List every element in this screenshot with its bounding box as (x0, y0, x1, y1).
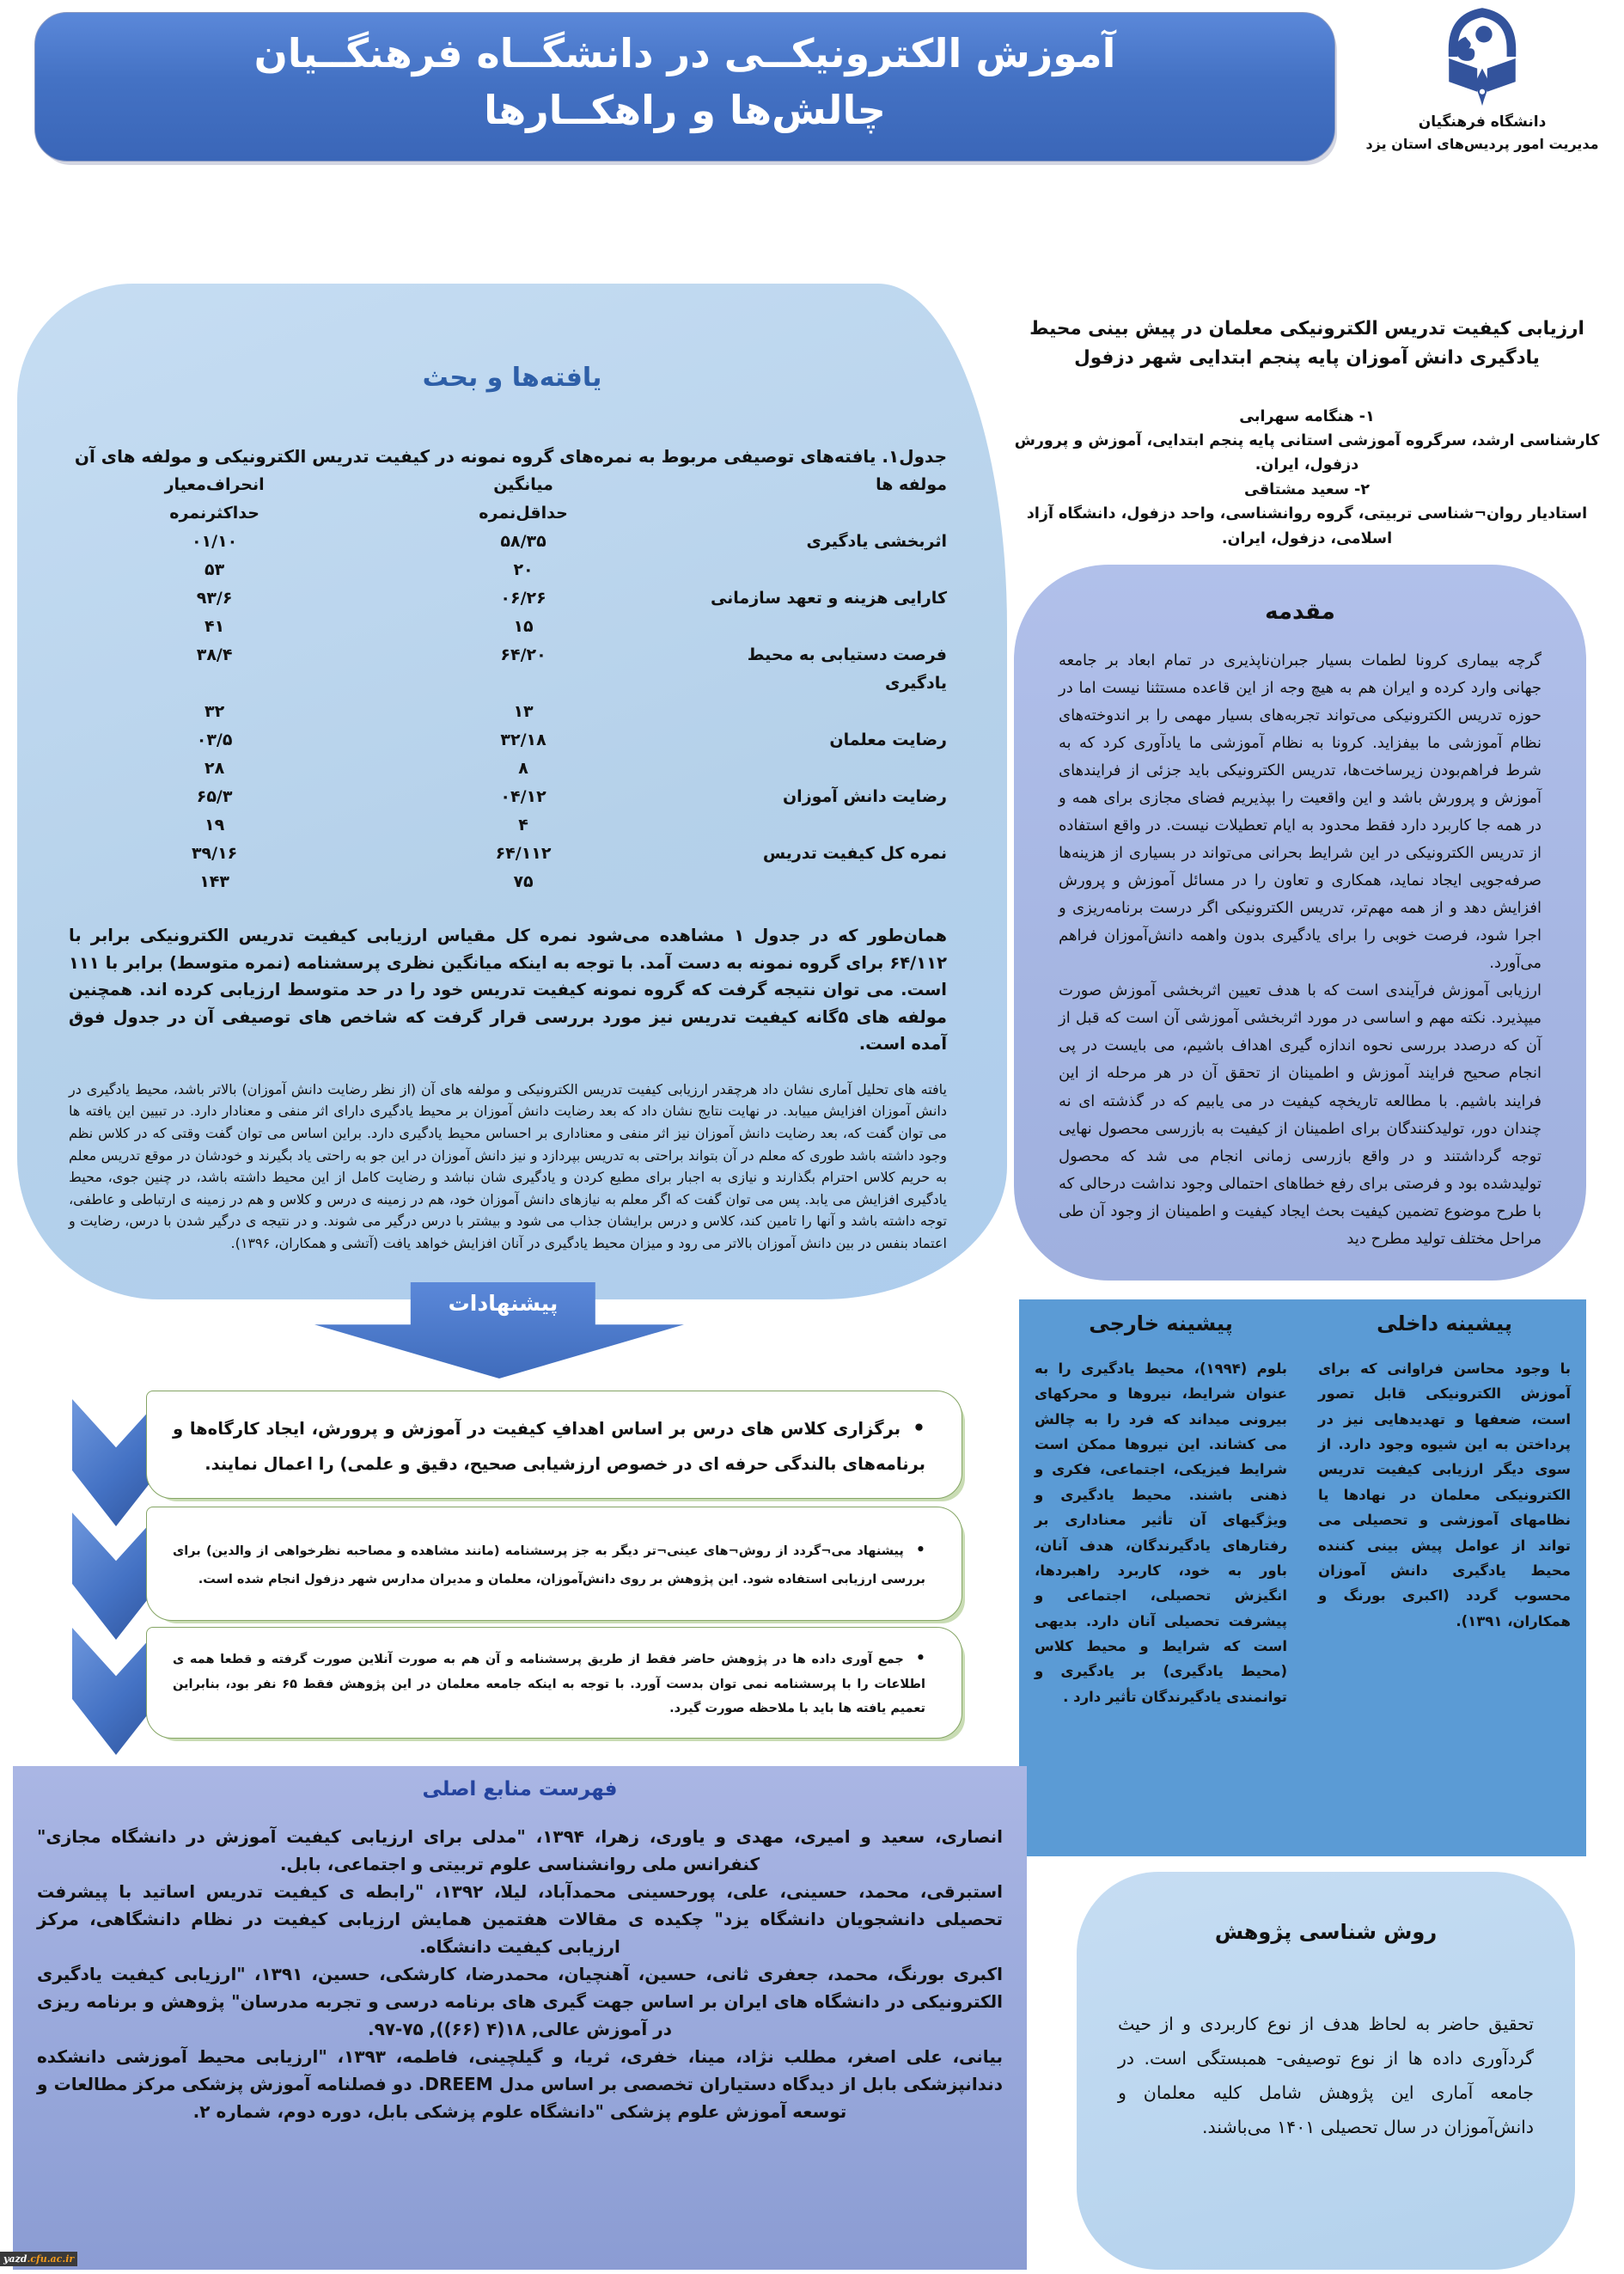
table-cell-mean: ۰۶/۲۶ (500, 589, 546, 608)
logo-caption-organization: دانشگاه فرهنگیان (1418, 113, 1547, 131)
table-cell-max: ۵۳ (205, 560, 225, 579)
foreign-literature-column (1014, 1299, 1303, 1856)
table-row-component: رضایت معلمان (829, 730, 947, 749)
introduction-body-paragraph-2: ارزیابی آموزش فرآیندی است که با هدف تعیین اثربخشی آموزش صورت میپذیرد. نکته مهم و اساسی در مورد اثربخشی آموزشی آن است که قبل از آن که درصدد بررسی نحوه اندازه گیری اهداف باشیم، می بایست در پی انجام صحیح فرایند آموزش و اطمینان از تحقق آن در هر مرحله از این فرایند باشیم. با مطالعه تاریخچه کیفیت در می یابیم که در گذشته ای نه چندان دور، تولیدکنندگان برای اطمینان از کیفیت به بازرسی محصول نهایی توجه گرداشتند و در واقع بازرسی زمانی انجام می شد که محصول تولیدشده بود و فرصتی برای رفع خطاهای احتمالی وجود نداشت درحالی که با طرح موضوع تضمین کیفیت بحث ایجاد کیفیت و اطمینان از وجود آن طی مراحل مختلف تولید مطرح دید (1059, 981, 1542, 1248)
domestic-literature-column (1303, 1299, 1586, 1856)
table-cell-mean: ۳۲/۱۸ (500, 730, 546, 749)
findings-title: یافته‌ها و بحث (422, 363, 602, 393)
table-cell-min: ۸ (518, 759, 528, 778)
suggestion-box-1 (146, 1391, 962, 1499)
table-cell-min: ۲۰ (513, 560, 534, 579)
table-cell-mean: ۶۴/۲۰ (500, 645, 546, 664)
table-cell-mean: ۰۴/۱۲ (500, 787, 546, 806)
study-title: ارزیابی کیفیت تدریس الکترونیکی معلمان در پیش بینی محیط یادگیری دانش آموزان پایه پنجم ابتدایی شهر دزفول (1029, 318, 1584, 370)
table-cell-mean: ۶۴/۱۱۲ (495, 844, 552, 863)
findings-panel (17, 284, 1007, 1299)
author-2-name: ۲- سعید مشتاقی (1244, 480, 1370, 498)
introduction-title: مقدمه (1265, 599, 1335, 625)
watermark-suffix: .cfu.ac.ir (27, 2253, 75, 2265)
table-cell-sd: ۳۹/۱۶ (191, 844, 238, 863)
foreign-literature-body: بلوم (۱۹۹۴)، محیط یادگیری را به عنوان شرایط، نیروها و محرکهای بیرونی میداند که فرد را به چالش می کشاند. این نیروها ممکن است شرایط فیزیکی، اجتماعی، فکری و ذهنی باشند. محیط یادگیری و ویژگیهای آن تأثیر معناداری بر رفتارهای یادگیرندگان، هدف آنان، باور به خود، کاربرد راهبردها، انگیزش تحصیلی، اجتماعی و پیشرفت تحصیلی آنان دارد. بدیهی است که شرایط و محیط کلاس (محیط یادگیری) بر یادگیری و توانمندی یادگیرندگان تأثیر دارد . (1035, 1360, 1287, 1705)
author-2-affiliation: استادیار روان¬شناسی تربیتی، گروه روانشناسی، واحد دزفول، دانشگاه آزاد اسلامی، دزفول، ایران. (1026, 505, 1588, 547)
column-header-spacer (682, 499, 947, 528)
watermark-prefix: yazd (3, 2253, 27, 2265)
suggestion-text-1: • برگزاری کلاس های درس بر اساس اهدافِ کیفیت در آموزش و پرورش، ایجاد کارگاه‌ها و برنامه‌های بالندگی حرفه ای در خصوص ارزشیابی صحیح، دقیق و علمی) را اعمال نمایند. (147, 1409, 962, 1481)
table-row-component: کارایی هزینه و تعهد سازمانی (710, 589, 947, 608)
reference-item-3: اکبری بورنگ، محمد، جعفری ثانی، حسین، آهنچیان، محمدرضا، کارشکی، حسین، ۱۳۹۱، "ارزیابی کیفیت یادگیری الکترونیکی در دانشگاه های ایران بر اساس جهت گیری های برنامه درسی و تجربه مدرسان" پژوهش و برنامه ریزی در آموزش عالی, ۱۸(۴ (۶۶)), ۷۵-۹۷. (37, 1964, 1003, 2039)
suggestion-text-2: • پیشنهاد می¬گردد از روش¬های عینی¬تر دیگر به جز پرسشنامه (مانند مشاهده و مصاحبه نظرخواهی از والدین) برای بررسی ارزیابی استفاده شود. این پژوهش بر روی دانش‌آموزان، معلمان و مدیران مدارس شهر دزفول انجام شده است. (147, 1535, 962, 1592)
introduction-panel (1014, 565, 1586, 1281)
table-cell-min: ۱۵ (513, 617, 534, 636)
study-header (995, 315, 1619, 551)
table-cell-mean: ۵۸/۳۵ (500, 532, 546, 551)
reference-item-4: بیانی، علی اصغر، مطلب نژاد، مینا، خفری، ثریا، و گیلچینی، فاطمه، ۱۳۹۳، "ارزیابی محیط آموزشی دانشکده دندانپزشکی بابل از دیدگاه دستیاران تخصصی بر اساس مدل DREEM. دو فصلنامه آموزش پزشکی مرکز مطالعات و توسعه آموزش علوم پزشکی "دانشگاه علوم پزشکی بابل، دوره دوم، شماره ۲. (37, 2046, 1004, 2122)
findings-paragraph-2: یافته های تحلیل آماری نشان داد هرچقدر ارزیابی کیفیت تدریس الکترونیکی و مولفه های آن (از نظر رضایت دانش آموزان) بالاتر باشد، محیط یادگیری در دانش آموزان افزایش مییابد. در نهایت نتایج نشان داد که بعد رضایت دانش آموزان بر محیط یادگیری دارای اثر منفی و معنادار دارد. در تبیین این یافته ها می توان گفت که، بعد رضایت دانش آموزان نیز اثر منفی و معناداری بر احساس محیط یادگیری دارد. براین اساس می توان گفت وقتی که در کلاس نظم وجود داشته باشد طوری که معلم در آن بتواند براحتی به تدریس بپردازد و نیز دانش آموزان در این جو به راحتی یاد بگیرند و خودشان در موقع تدریس معلم به حریم کلاس احترام بگذارند و نیازی به اجبار برای مطیع کردن و یادگیری شان نباشد و رضایت کامل از این محیط داشته باشد، در چنین جوی، محیط یادگیری افزایش می یابد. پس می توان گفت که اگر معلم به نیازهای دانش آموزان خود، هم در زمینه ی درس و کلاس و هم در زمینه ی ارتباطی و عاطفی، توجه داشته باشد و آنها را تامین کند، کلاس و درس برایشان جذاب می شود و بیشتر با درس درگیر می شوند. و در نتیجه ی درگیر شدن با درس، رضایت و اعتماد بنفس در بین دانش آموزان بالاتر می رود و میزان محیط یادگیری در آنان افزایش خواهد یافت (آتشی و همکاران، ۱۳۹۶). (69, 1080, 947, 1252)
table-cell-max: ۱۹ (205, 816, 225, 834)
author-1-name: ۱- هنگامه سهرابی (1239, 407, 1375, 425)
table-cell-min: ۴ (518, 816, 528, 834)
table-cell-min: ۱۳ (513, 702, 534, 721)
poster-title-line-1: آموزش الکترونیکــی در دانشگــاه فرهنگــیان (253, 30, 1116, 76)
table-row-component: فرصت دستیابی به محیط یادگیری (747, 645, 947, 693)
column-header-component: مولفه ها (876, 475, 947, 494)
domestic-literature-title: پیشینه داخلی (1377, 1311, 1512, 1336)
descriptives-table (64, 443, 947, 896)
table-cell-sd: ۰۱/۱۰ (191, 532, 238, 551)
table-cell-min: ۷۵ (513, 872, 534, 891)
suggestion-box-3 (146, 1627, 962, 1739)
methodology-panel (1077, 1872, 1575, 2270)
table-caption: جدول۱. یافته‌های توصیفی مربوط به نمره‌های گروه نمونه در کیفیت تدریس الکترونیکی و مولفه های آن (74, 446, 947, 467)
column-header-mean: میانگین (493, 475, 553, 494)
university-logo-block (1342, 3, 1622, 152)
suggestion-box-2 (146, 1507, 962, 1621)
literature-panel (1014, 1299, 1586, 1856)
site-watermark (0, 2252, 77, 2266)
suggestions-label: پیشنهادات (448, 1291, 559, 1316)
foreign-literature-title: پیشینه خارجی (1089, 1311, 1233, 1336)
methodology-body: تحقیق حاضر به لحاظ هدف از نوع کاربردی و از حیث گردآوری داده ها از نوع توصیفی- همبستگی است. در جامعه آماری این پژوهش شامل کلیه معلمان و دانش‌آموزان در سال تحصیلی ۱۴۰۱ می‌باشند. (1118, 2014, 1534, 2137)
table-cell-max: ۳۲ (205, 702, 225, 721)
references-panel (13, 1766, 1027, 2270)
header-banner (34, 12, 1335, 162)
reference-item-2: استبرقی، محمد، حسینی، علی، پورحسینی محمدآباد، لیلا، ۱۳۹۲، "رابطه ی کیفیت تدریس اساتید با پیشرفت تحصیلی دانشجویان دانشگاه یزد" چکیده ی مقالات هفتمین همایش ارزیابی کیفیت در نظام دانشگاهی، مرکز ارزیابی کیفیت دانشگاه. (37, 1881, 1003, 1957)
university-logo-icon (1342, 3, 1622, 110)
table-grid (64, 471, 947, 896)
table-row-component: نمره کل کیفیت تدریس (762, 844, 947, 863)
table-cell-sd: ۰۳/۵ (196, 730, 233, 749)
introduction-body-paragraph-1: گرچه بیماری کرونا لطمات بسیار جبران‌ناپذیری در تمام ابعاد بر جامعه جهانی وارد کرده و ایران هم به هیچ وجه از این قاعده مستثنا نیست اما در حوزه تدریس الکترونیکی می‌تواند تجربه‌های بسیار مهمی را بر اندوخته‌های نظام آموزشی ما بیفزاید. کرونا به نظام آموزشی ما یادآوری کرد که به شرط فراهم‌بودن زیرساخت‌ها، تدریس الکترونیکی باید جزئی از فرایندهای آموزش و پرورش باشد و این واقعیت را بپذیریم فضای مجازی برای همه و در همه جا کاربرد دارد فقط محدود به ایام تعطیلات نیست. در واقع استفاده از تدریس الکترونیکی در این شرایط بحرانی می‌تواند در بسیاری از هزینه‌ها صرفه‌جویی ایجاد نماید، همکاری و تعاون را در مسائل آموزش و پرورش افزایش دهد و از همه مهم‌تر، تدریس الکترونیکی اگر درست برنامه‌ریزی و اجرا شود، فرصت خوبی را برای یادگیری بدون واهمه دانش‌آموزان فراهم می‌آورد. (1059, 651, 1542, 973)
table-cell-max: ۴۱ (205, 617, 225, 636)
column-header-sd: انحراف‌معیار (164, 475, 265, 494)
table-row-component: اثربخشی یادگیری (806, 532, 947, 551)
table-row-component: رضایت دانش آموزان (782, 787, 947, 806)
logo-caption-unit: مدیریت امور پردیس‌های استان یزد (1365, 136, 1599, 152)
poster-title-line-2: چالش‌ها و راهکــارها (484, 87, 886, 133)
table-cell-sd: ۳۸/۴ (196, 645, 233, 664)
suggestion-text-3: • جمع آوری داده ها در پژوهش حاضر فقط از طریق پرسشنامه و آن هم به صورت آنلاین صورت گرفته و قطعا همه ی اطلاعات را با پرسشنامه نمی توان بدست آورد. با توجه به اینکه جامعه معلمان در این پژوهش فقط ۶۵ نفر بود، بنابراین تعمیم یافته ها باید با ملاحظه صورت گیرد. (147, 1645, 962, 1721)
table-cell-max: ۲۸ (205, 759, 225, 778)
reference-item-1: انصاری، سعید و امیری، مهدی و یاوری، زهرا، ۱۳۹۴، "مدلی برای ارزیابی کیفیت آموزش در دانشگاه مجازی" کنفرانس ملی روانشناسی علوم تربیتی و اجتماعی، بابل. (37, 1826, 1003, 1874)
column-header-max: حداکثرنمره (169, 504, 259, 523)
column-header-min: حداقل‌نمره (479, 504, 568, 523)
table-cell-max: ۱۴۳ (199, 872, 229, 891)
authors-block (995, 405, 1619, 551)
references-title: فهرست منابع اصلی (422, 1778, 618, 1800)
table-cell-sd: ۶۵/۳ (196, 787, 233, 806)
table-cell-sd: ۹۳/۶ (196, 589, 233, 608)
methodology-title: روش شناسی پژوهش (1214, 1920, 1438, 1944)
author-1-affiliation: کارشناسی ارشد، سرگروه آموزشی استانی پایه پنجم ابتدایی، آموزش و پرورش دزفول، ایران. (1014, 432, 1600, 474)
domestic-literature-body: با وجود محاسن فراوانی که برای آموزش الکترونیکی قابل تصور است، ضعفها و تهدیدهایی نیز در پرداختن به این شیوه وجود دارد. از سوی دیگر ارزیابی کیفیت تدریس الکترونیکی معلمان در نهادها یا نظامهای آموزشی و تحصیلی می تواند از عوامل پیش بینی کننده محیط یادگیری دانش آموزان محسوب گردد (اکبری بورنگ و همکاران، ۱۳۹۱). (1318, 1360, 1571, 1629)
findings-paragraph-1: همان‌طور که در جدول ۱ مشاهده می‌شود نمره کل مقیاس ارزیابی کیفیت تدریس الکترونیکی برابر با ۶۴/۱۱۲ برای گروه نمونه به دست آمد. با توجه به اینکه میانگین نظری پرسشنامه (نمره متوسط) برابر با ۱۱۱ است. می توان نتیجه گرفت که گروه نمونه کیفیت تدریس خود را در حد متوسط ارزیابی کرده اند. همچنین مولفه های ۵گانه کیفیت تدریس نیز مورد بررسی قرار گرفت که شاخص های توصیفی آن در جدول فوق آمده است. (69, 926, 947, 1054)
